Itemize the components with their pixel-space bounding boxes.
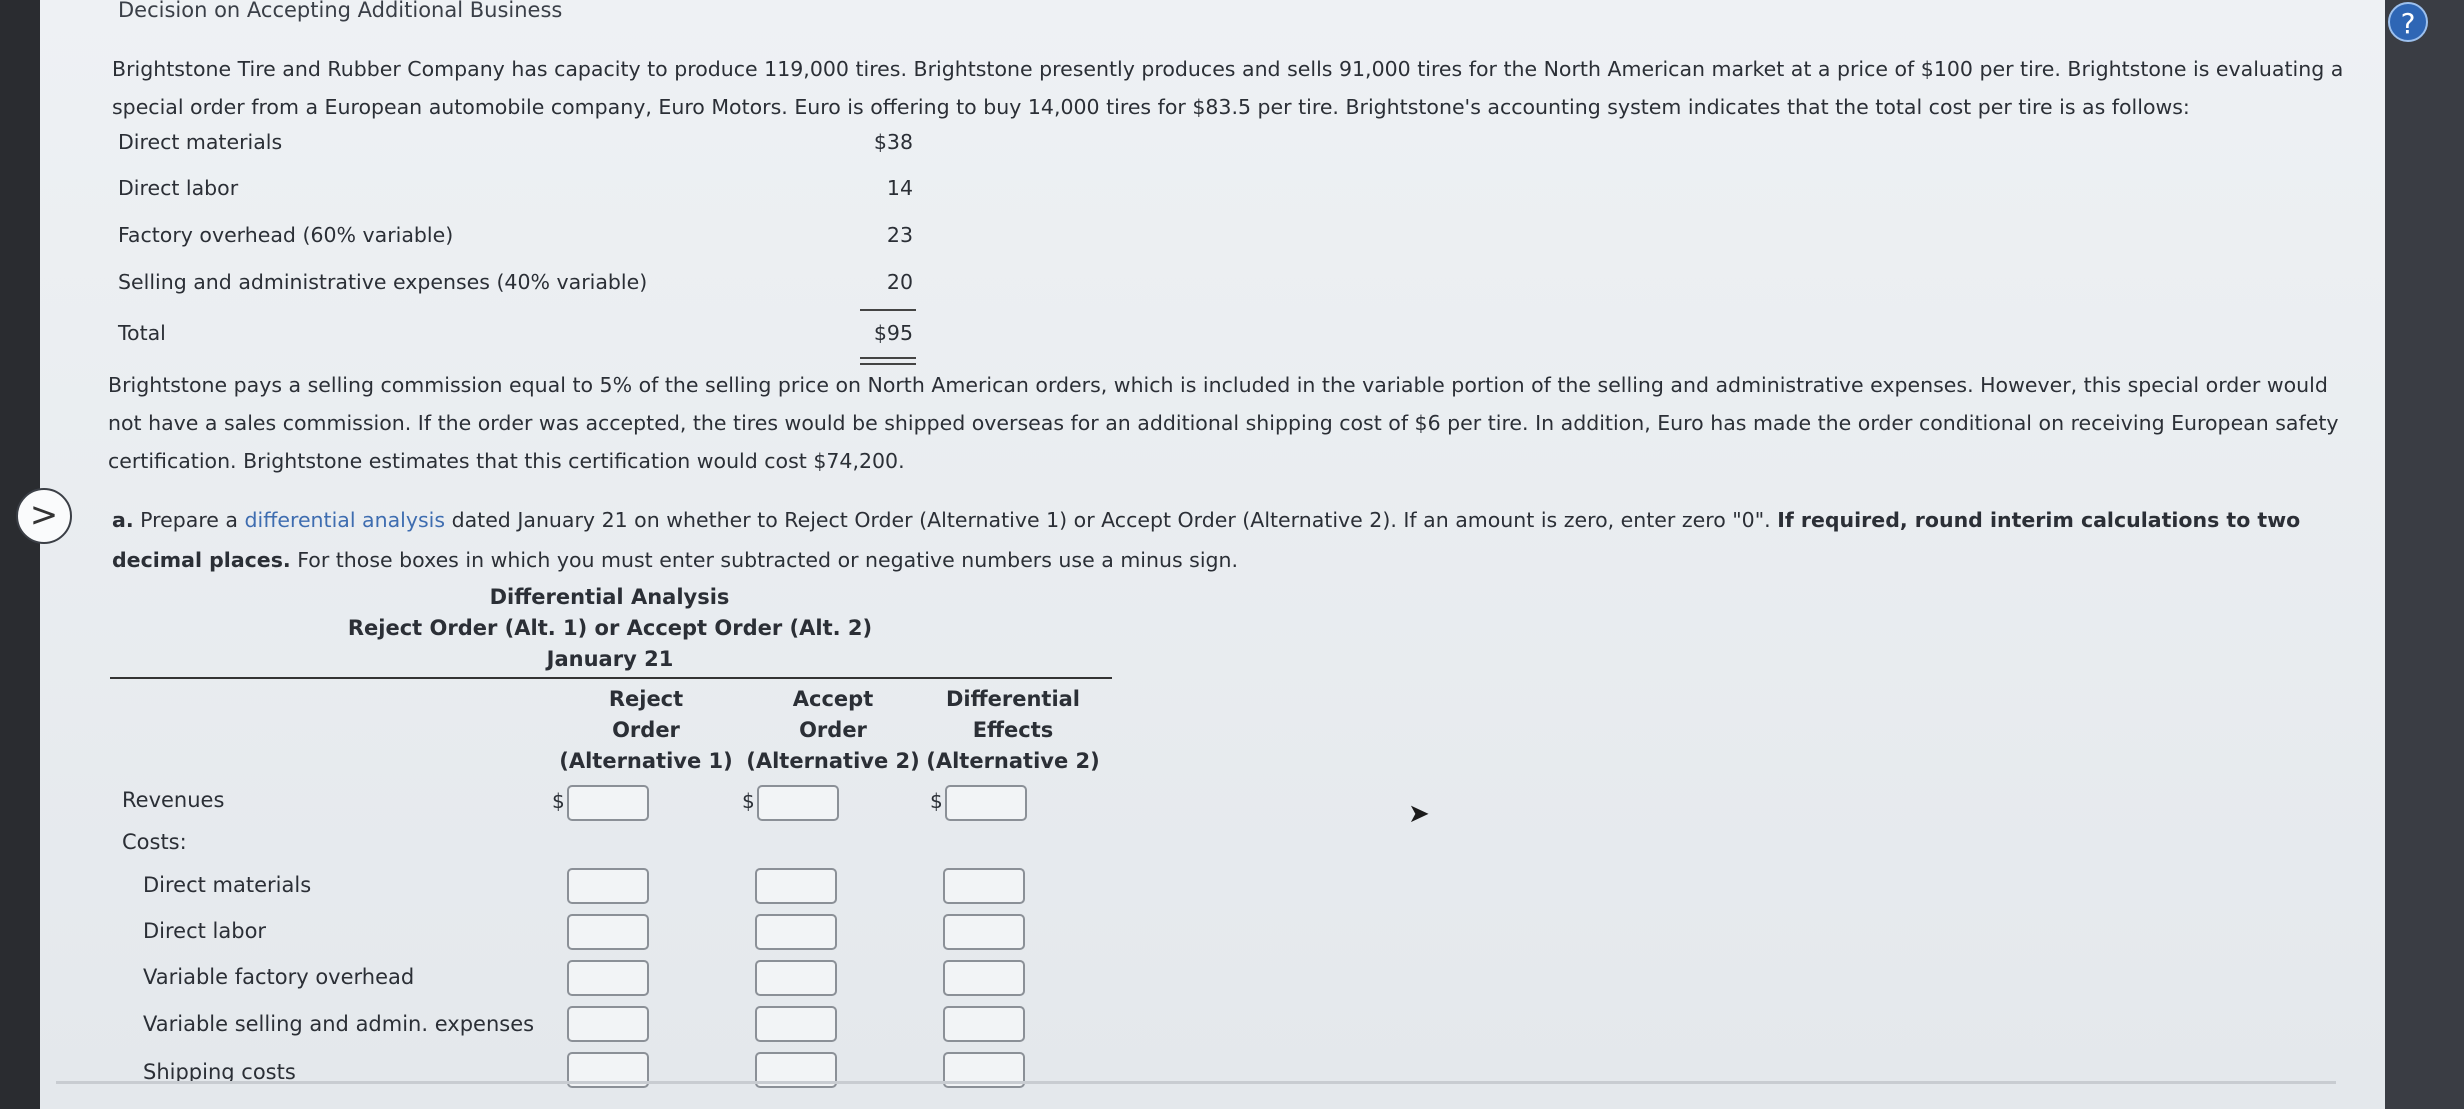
left-edge (0, 0, 40, 1109)
row-label-shipping-costs: Shipping costs (143, 1060, 296, 1084)
cost-row (118, 270, 647, 294)
cost-amount: $95 (873, 321, 913, 345)
row-label-direct-materials: Direct materials (143, 873, 312, 897)
col-head-line: Order (799, 718, 867, 742)
intro-paragraph: Brightstone Tire and Rubber Company has capacity to produce 119,000 tires. Brightstone presently produces and sells 91,000 tires for the North American market at a price of $100 per tire. Brightstone is evaluating a special order from a European automobile company, Euro Motors. Euro is offering to buy 14,000 tires for $83.5 per tire. Brightstone's accounting system indicates that the total cost per tire is as follows: (112, 57, 2344, 119)
analysis-title (110, 582, 1110, 613)
mouse-cursor-icon: ➤ (1408, 799, 1430, 829)
cost-label: Total (118, 321, 166, 345)
question-a (112, 500, 2352, 580)
cost-row (118, 130, 282, 154)
cost-row (118, 321, 166, 345)
differential-analysis-link[interactable]: differential analysis (244, 508, 446, 532)
help-icon[interactable]: ? (2388, 2, 2428, 42)
analysis-title-3: January 21 (546, 647, 674, 671)
cost-row (118, 223, 453, 247)
question-text-3: For those boxes in which you must enter subtracted or negative numbers use a minus sign. (290, 548, 1239, 572)
page-title: Decision on Accepting Additional Business (118, 0, 563, 22)
column-header-accept (733, 684, 933, 777)
col-head-line: Effects (972, 718, 1054, 742)
row-label-costs: Costs: (122, 830, 187, 854)
input-variable-factory-overhead-reject[interactable] (567, 960, 649, 996)
cost-amount: 14 (886, 176, 913, 200)
col-head-line: (Alternative 1) (559, 749, 733, 773)
input-variable-selling-admin-accept[interactable] (755, 1006, 837, 1042)
question-bold-instruction: If required, round interim calculations to two decimal places. (112, 508, 2301, 572)
analysis-title-2: Reject Order (Alt. 1) or Accept Order (Alt. 2) (347, 616, 873, 640)
input-direct-labor-differential[interactable] (943, 914, 1025, 950)
input-revenues-reject[interactable] (567, 785, 649, 821)
col-head-line: Differential (945, 687, 1081, 711)
question-prefix: a. (112, 508, 134, 532)
input-direct-materials-reject[interactable] (567, 868, 649, 904)
col-head-line: (Alternative 2) (926, 749, 1100, 773)
row-label-revenues: Revenues (122, 788, 225, 812)
total-double-rule (860, 357, 916, 365)
input-variable-factory-overhead-differential[interactable] (943, 960, 1025, 996)
col-head-line: Reject (608, 687, 684, 711)
analysis-title-1: Differential Analysis (489, 585, 730, 609)
cost-amount: 23 (886, 223, 913, 247)
question-text-2: dated January 21 on whether to Reject Order (Alternative 1) or Accept Order (Alternative 2). If an amount is zero, enter zero "0". (445, 508, 1778, 532)
input-direct-materials-accept[interactable] (755, 868, 837, 904)
details-paragraph: Brightstone pays a selling commission equal to 5% of the selling price on North American orders, which is included in the variable portion of the selling and administrative expenses. However, this special order would not have a sales commission. If the order was accepted, the tires would be shipped overseas for an additional shipping cost of $6 per tire. In addition, Euro has made the order conditional on receiving European safety certification. Brightstone estimates that this certification would cost $74,200. (108, 373, 2339, 473)
row-label-variable-selling-admin: Variable selling and admin. expenses (143, 1012, 535, 1036)
subtotal-rule (860, 309, 916, 311)
question-text-1: Prepare a (140, 508, 245, 532)
cost-label: Direct materials (118, 130, 283, 154)
dollar-sign: $ (742, 789, 755, 813)
cost-amount: 20 (886, 270, 913, 294)
column-header-differential (913, 684, 1113, 777)
col-head-line: Accept (792, 687, 874, 711)
dollar-sign: $ (930, 789, 943, 813)
cost-label: Selling and administrative expenses (40% variable) (118, 270, 648, 294)
cost-amount: $38 (873, 130, 913, 154)
cost-label: Direct labor (118, 176, 239, 200)
input-direct-labor-accept[interactable] (755, 914, 837, 950)
right-panel (2385, 0, 2464, 1109)
input-variable-factory-overhead-accept[interactable] (755, 960, 837, 996)
input-direct-materials-differential[interactable] (943, 868, 1025, 904)
col-head-line: Order (612, 718, 680, 742)
cost-row (118, 176, 238, 200)
analysis-header-rule (110, 677, 1112, 679)
row-label-direct-labor: Direct labor (143, 919, 267, 943)
column-header-reject (546, 684, 746, 777)
input-revenues-accept[interactable] (757, 785, 839, 821)
input-revenues-differential[interactable] (945, 785, 1027, 821)
next-arrow-icon[interactable]: > (16, 488, 72, 544)
row-label-variable-factory-overhead: Variable factory overhead (143, 965, 415, 989)
dollar-sign: $ (552, 789, 565, 813)
input-variable-selling-admin-differential[interactable] (943, 1006, 1025, 1042)
input-direct-labor-reject[interactable] (567, 914, 649, 950)
input-variable-selling-admin-reject[interactable] (567, 1006, 649, 1042)
cost-label: Factory overhead (60% variable) (118, 223, 454, 247)
bottom-divider (56, 1081, 2336, 1084)
col-head-line: (Alternative 2) (746, 749, 920, 773)
